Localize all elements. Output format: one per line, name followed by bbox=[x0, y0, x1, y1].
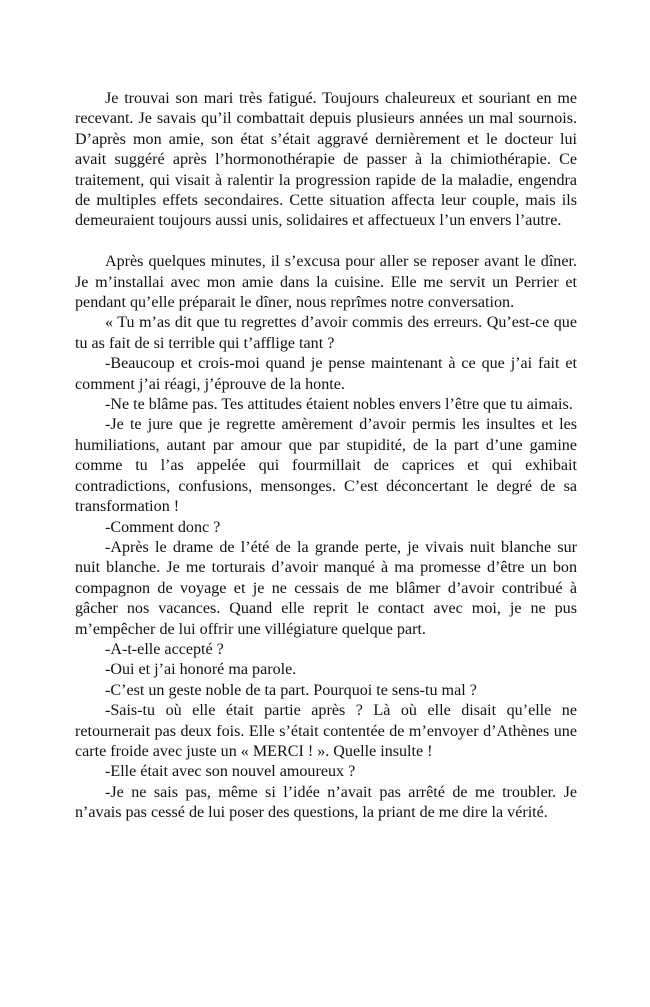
dialogue-line: -Oui et j’ai honoré ma parole. bbox=[105, 661, 297, 679]
dialogue-line: -Beaucoup et crois-moi quand je pense maintenant à ce que j’ai fait et comment j’ai réagi, j’éprouve de la honte. bbox=[75, 355, 577, 393]
dialogue-line: -Elle était avec son nouvel amoureux ? bbox=[105, 763, 356, 781]
paragraph: Après quelques minutes, il s’excusa pour aller se reposer avant le dîner. Je m’installai avec mon amie dans la cuisine. Elle me servit un Perrier et pendant qu’elle préparait le dîner, nous reprîmes notre conversation. bbox=[75, 253, 577, 312]
dialogue-line: -Ne te blâme pas. Tes attitudes étaient nobles envers l’être que tu aimais. bbox=[105, 396, 573, 414]
dialogue-line: -Sais-tu où elle était partie après ? Là où elle disait qu’elle ne retournerait pas deux fois. Elle s’était contentée de m’envoyer d’Athènes une carte froide avec juste un « MERCI ! ». Quelle insulte ! bbox=[75, 702, 577, 760]
paragraph: Je trouvai son mari très fatigué. Toujours chaleureux et souriant en me recevant. Je savais qu’il combattait depuis plusieurs années un mal sournois. D’après mon amie, son état s’était aggravé dernièrement et le docteur lui avait suggéré après l’hormonothérapie de passer à la chimiothérapie. Ce traitement, qui visait à ralentir la progression rapide de la maladie, engendra de multiples effets secondaires. Cette situation affecta leur couple, mais ils demeuraient toujours aussi unis, solidaires et affectueux l’un envers l’autre. bbox=[75, 90, 577, 230]
dialogue-line: -Je te jure que je regrette amèrement d’avoir permis les insultes et les humiliations, autant par amour que par stupidité, de la part d’une gamine comme tu l’as appelée qui fourmillait de caprices et qui exhibait contradictions, confusions, mensonges. C’est déconcertant le degré de sa transformation ! bbox=[75, 416, 577, 516]
dialogue-line: -Après le drame de l’été de la grande perte, je vivais nuit blanche sur nuit blanche. Je me torturais d’avoir manqué à ma promesse d’être un bon compagnon de voyage et je ne cessais de me blâmer d’avoir contribué à gâcher nos vacances. Quand elle reprit le contact avec moi, je ne pus m’empêcher de lui offrir une villégiature quelque part. bbox=[75, 538, 577, 638]
dialogue-line: -C’est un geste noble de ta part. Pourquoi te sens-tu mal ? bbox=[105, 681, 477, 699]
dialogue-line: -Je ne sais pas, même si l’idée n’avait pas arrêté de me troubler. Je n’avais pas cessé de lui poser des questions, la priant de me dire la vérité. bbox=[75, 783, 577, 822]
dialogue-line: -A-t-elle accepté ? bbox=[105, 640, 224, 658]
dialogue-line: « Tu m’as dit que tu regrettes d’avoir commis des erreurs. Qu’est-ce que tu as fait de si terrible qui t’afflige tant ? bbox=[75, 314, 577, 352]
paragraph-spacer bbox=[75, 232, 577, 252]
document-page bbox=[75, 89, 577, 824]
dialogue-line: -Comment donc ? bbox=[105, 518, 221, 536]
